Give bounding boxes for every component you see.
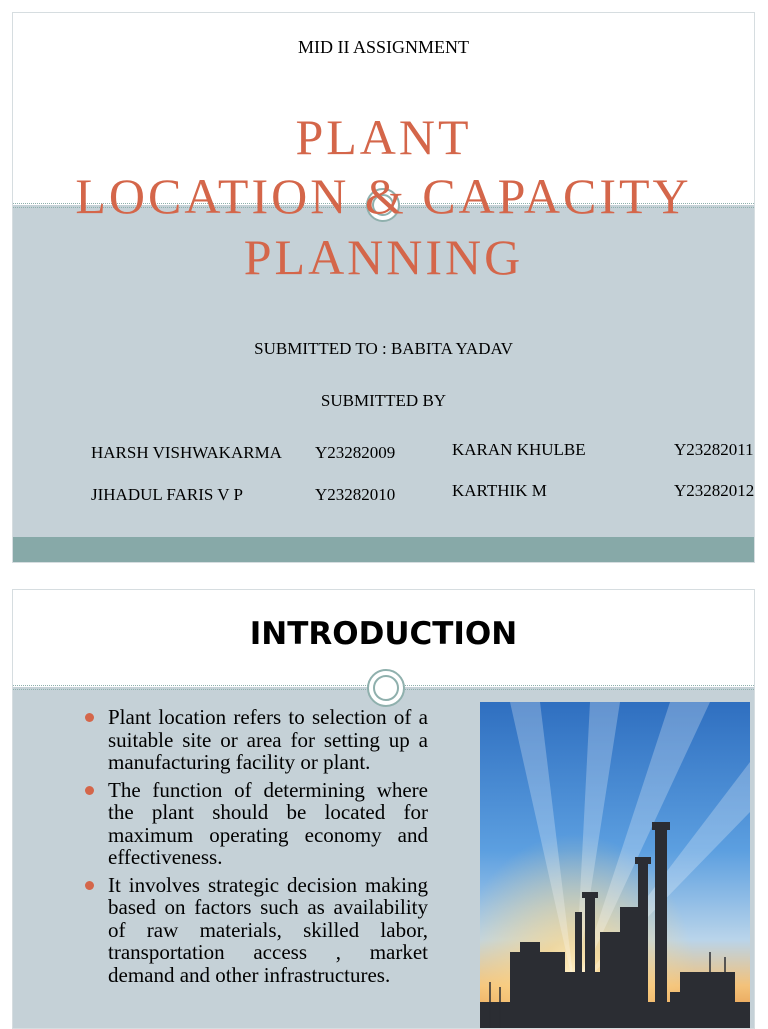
slide-heading: INTRODUCTION bbox=[249, 616, 518, 652]
list-item: It involves strategic decision making based on factors such as availability of raw materials, skilled labor, transportation access , market demand and other infrastructures. bbox=[85, 874, 428, 987]
title-line-1: PLANT bbox=[295, 109, 472, 165]
student-name: KARAN KHULBE bbox=[452, 440, 586, 459]
list-item: Plant location refers to selection of a suitable site or area for setting up a manufacturing facility or plant. bbox=[85, 706, 428, 774]
introduction-slide[interactable] bbox=[12, 589, 755, 1029]
student-id: Y23282009 bbox=[315, 443, 396, 462]
student-id: Y23282010 bbox=[315, 485, 396, 504]
title-line-3: PLANNING bbox=[243, 229, 524, 285]
student-id: Y23282012 bbox=[674, 481, 755, 500]
student-id: Y23282011 bbox=[674, 440, 754, 459]
ring-divider-icon bbox=[367, 669, 405, 707]
power-plant-photo bbox=[480, 702, 750, 1029]
student-name: JIHADUL FARIS V P bbox=[91, 485, 243, 504]
list-item: The function of determining where the plant should be located for maximum operating economy and effectiveness. bbox=[85, 779, 428, 869]
footer-band bbox=[13, 537, 754, 563]
assignment-label: MID II ASSIGNMENT bbox=[298, 37, 469, 57]
student-name: HARSH VISHWAKARMA bbox=[91, 443, 282, 462]
bullet-list bbox=[85, 706, 428, 991]
submitted-to: SUBMITTED TO : BABITA YADAV bbox=[254, 339, 513, 358]
title-slide[interactable] bbox=[12, 12, 755, 563]
title-line-2: LOCATION & CAPACITY bbox=[75, 168, 692, 224]
student-name: KARTHIK M bbox=[452, 481, 547, 500]
submitted-by-label: SUBMITTED BY bbox=[320, 391, 447, 410]
